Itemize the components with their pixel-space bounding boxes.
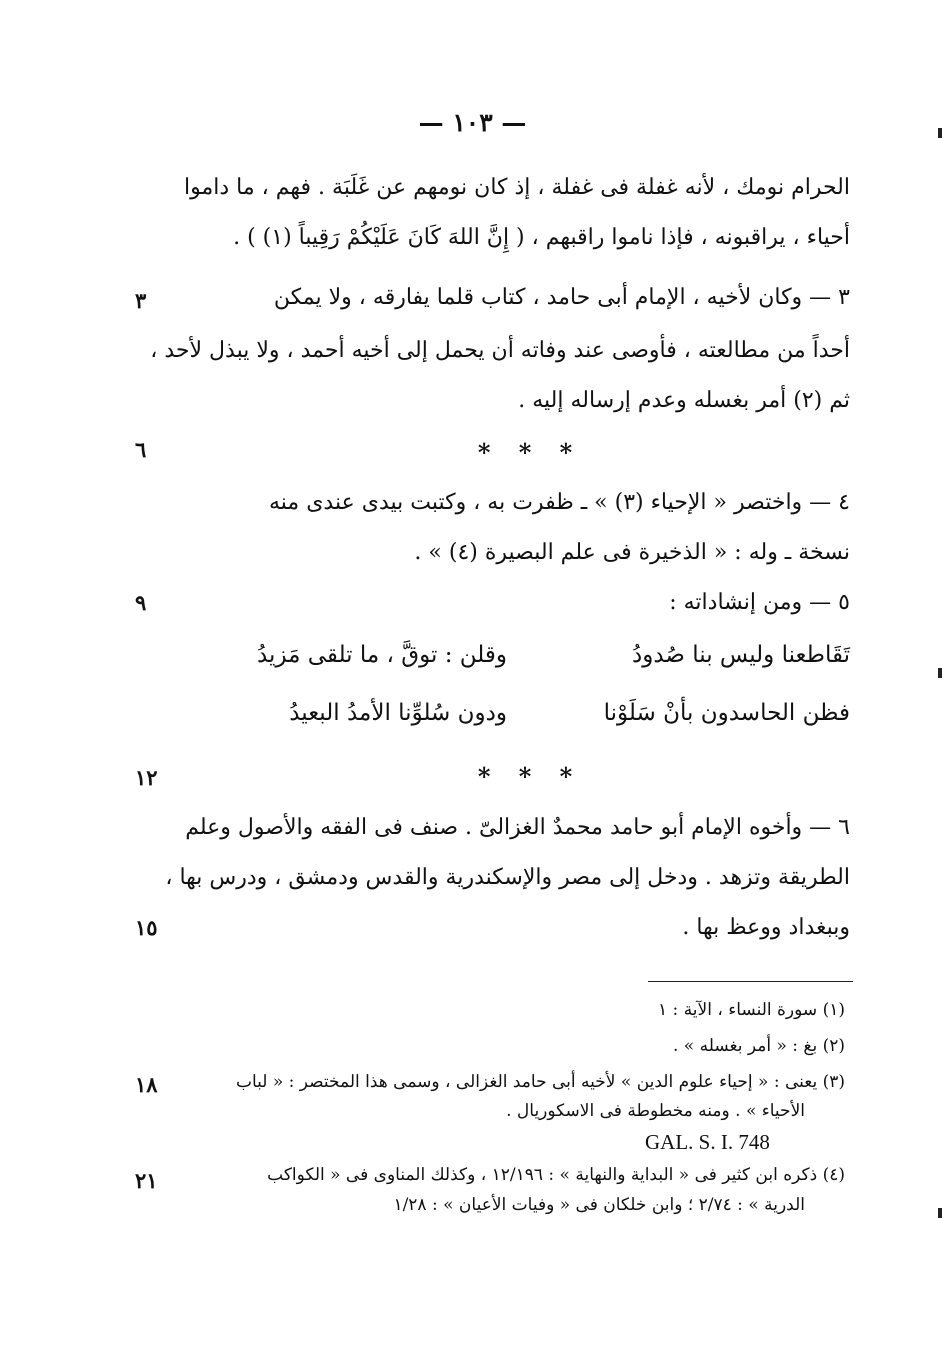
footnote-rule	[648, 981, 853, 982]
verse-2-first-hemistich: فظن الحاسدون بأنْ سَلَوْنا	[603, 700, 850, 726]
section-separator-1: * * *	[477, 438, 583, 467]
line-number-6: ٦	[135, 437, 147, 462]
scan-edge-mark	[938, 128, 942, 138]
verse-1-second-hemistich: وقلن : توقَّ ، ما تلقى مَزيدُ	[256, 642, 507, 668]
verse-1-first-hemistich: تَقَاطعنا وليس بنا صُدودُ	[631, 642, 850, 668]
body-line-7: نسخة ـ وله : « الذخيرة فى علم البصيرة (٤) » .	[414, 540, 850, 565]
body-line-10: الطريقة وتزهد . ودخل إلى مصر والإسكندرية والقدس ودمشق ، ودرس بها ،	[165, 865, 850, 890]
footnote-3-line-2: الأحياء » . ومنه مخطوطة فى الاسكوريال .	[506, 1101, 805, 1121]
body-line-3: ٣ — وكان لأخيه ، الإمام أبى حامد ، كتاب قلما يفارقه ، ولا يمكن	[273, 285, 850, 310]
body-line-9: ٦ — وأخوه الإمام أبو حامد محمدٌ الغزالىّ . صنف فى الفقه والأصول وعلم	[185, 815, 850, 840]
footnote-1: (١) سورة النساء ، الآية : ١	[658, 1000, 845, 1020]
scan-edge-mark	[938, 668, 942, 678]
line-number-18: ١٨	[135, 1072, 158, 1097]
body-line-6: ٤ — واختصر « الإحياء (٣) » ـ ظفرت به ، وكتبت بيدى عندى منه	[268, 490, 850, 515]
verse-2-second-hemistich: ودون سُلوِّنا الأمدُ البعيدُ	[289, 700, 507, 726]
scan-edge-mark	[938, 1208, 942, 1218]
line-number-12: ١٢	[135, 765, 158, 790]
footnote-3-reference: GAL. S. I. 748	[645, 1130, 770, 1154]
line-number-9: ٩	[135, 590, 147, 615]
footnote-2: (٢) بغ : « أمر بغسله » .	[672, 1036, 845, 1056]
body-line-5: ثم (٢) أمر بغسله وعدم إرساله إليه .	[518, 388, 850, 413]
body-line-2: أحياء ، يراقبونه ، فإذا ناموا راقبهم ، ( إِنَّ اللهَ كَانَ عَلَيْكُمْ رَقِيباً (١) ) .	[233, 225, 850, 250]
body-line-8: ٥ — ومن إنشاداته :	[669, 590, 850, 615]
line-number-15: ١٥	[135, 915, 158, 940]
footnote-4-line-1: (٤) ذكره ابن كثير فى « البداية والنهاية » : ١٢/١٩٦ ، وكذلك المناوى فى « الكواكب	[267, 1165, 845, 1185]
footnote-4-line-2: الدرية » : ٢/٧٤ ؛ وابن خلكان فى « وفيات الأعيان » : ١/٢٨	[393, 1195, 805, 1215]
line-number-21: ٢١	[135, 1168, 158, 1193]
body-line-11: وببغداد ووعظ بها .	[682, 915, 850, 940]
line-number-3: ٣	[135, 288, 147, 313]
body-line-1: الحرام نومك ، لأنه غفلة فى غفلة ، إذ كان نومهم عن غَلَبَة . فهم ، ما داموا	[184, 175, 850, 200]
body-line-4: أحداً من مطالعته ، فأوصى عند وفاته أن يحمل إلى أخيه أحمد ، ولا يبذل لأحد ،	[150, 338, 850, 363]
section-separator-2: * * *	[477, 762, 583, 791]
footnote-3-line-1: (٣) يعنى : « إحياء علوم الدين » لأخيه أبى حامد الغزالى ، وسمى هذا المختصر : « لباب	[235, 1072, 845, 1092]
page-number: — ١٠٣ —	[418, 108, 527, 137]
